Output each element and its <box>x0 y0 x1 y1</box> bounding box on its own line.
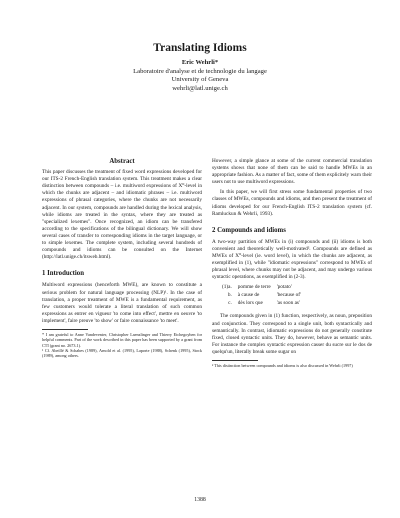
section-2-paragraph-1: A two-way partition of MWEs in (i) compounds and (ii) idioms is both convenient and theoretically well-motivated². Compounds are defined as MWEs of X⁰-level (ie. word level), in which the chunks are adjacent, as exemplified in (1), while "idiomatic expressions" correspond to MWEs of phrasal level, where chunks may not be adjacent, and may undergo various syntactic operations, as exemplified in (2-3). <box>212 238 372 281</box>
example-english: 'as soon as' <box>276 300 300 307</box>
author-affiliation: Laboratoire d'analyse et de technologie du langage <box>133 67 267 75</box>
example-label: c. <box>228 300 232 307</box>
left-column <box>42 158 202 358</box>
abstract-text: This paper discusses the treatment of fixed word expressions developed for our ITS-2 French-English translation system. This treatment makes a clear distinction between compounds – i.e. multiword expressions of X⁰-level in which the chunks are adjacent – and idiomatic phrases – i.e. multiword expressions of phrasal categories, where the chunks are not necessarily adjacent. In our system, compounds are handled during the lexical analysis, while idioms are treated in the syntax, where they are treated as "specialized lexemes". Once recognized, an idiom can be transfered according to the specifications of the bilingual dictionary. We will show several cases of transfer to corresponding idioms in the target language, or to simple lexemes. The complete system, including several hundreds of compounds and idioms can be consulted on the Internet (http://latl.unige.ch/itsweb.html). <box>42 169 202 261</box>
author-email: wehrli@latl.unige.ch <box>172 84 228 92</box>
example-label: (1)a. <box>222 284 232 291</box>
section-1-heading: 1 Introduction <box>42 270 84 278</box>
section-2-heading: 2 Compounds and idioms <box>212 226 286 234</box>
section-2-paragraph-2: The compounds given in (1) function, respectively, as noun, preposition and conjunction. They correspond to a single unit, both syntactically and semantically. In contrast, idiomatic expressions do not generally constitute fixed, closed syntactic units. They do, however, behave as semantic units. For instance the complex syntactic expression casser du sucre sur le dos de quelqu'un, literally break some sugar on <box>212 313 372 355</box>
example-row <box>222 292 307 300</box>
footnote-rule <box>212 360 258 361</box>
section-1-paragraph: Multiword expressions (henceforth MWE), are known to constitute a serious problem for natural language processing (NLP)¹. In the case of translation, a proper treatment of MWE is a fundamental requirement, as few customers would tolerate a literal translation of such common expressions as entrer en vigueur 'to come into effect', mettre en oeuvre 'to implement', faire preuve 'to show' or faire connaissance 'to meet'. <box>42 282 202 324</box>
intro-continued-paragraph: However, a simple glance at some of the current commercial translation systems shows that none of them can be said to handle MWEs in an appropriate fashion. As a matter of fact, some of them explicitely warn their users not to use multiword expressions. <box>212 158 372 186</box>
author-name: Eric Wehrli* <box>181 59 219 66</box>
example-table <box>222 284 307 308</box>
example-label: b. <box>227 292 232 299</box>
right-column <box>212 158 372 368</box>
intro-plan-paragraph: In this paper, we will first stress some fundamental properties of two classes of MWEs, compounds and idioms, and then present the treatment of idioms developed for our French-English ITS-2 translation system (cf. Ramluckun & Wehrli, 1993). <box>212 189 372 217</box>
example-row <box>222 300 307 308</box>
footnote-2: ² This distinction between compounds and idioms is also discussed in Wehrli (1997) <box>212 362 353 368</box>
example-french: à cause de <box>237 292 260 299</box>
example-english: 'because of' <box>276 292 301 299</box>
example-french: pomme de terre <box>237 284 271 291</box>
author-block <box>0 59 400 93</box>
footnote-acknowledgement: * I am grateful to Anne Vandeventer, Christopher Laenzlinger and Thierry Etchegoyhen for helpful comments. Part of the work described in this paper has been supported by a grant from CTI (grant no. 2673.1). <box>42 331 202 348</box>
author-university: University of Geneva <box>171 76 229 84</box>
paper-title: Translating Idioms <box>153 42 247 54</box>
example-english: 'potato' <box>276 284 292 291</box>
footnote-1: ¹ Cf. Abeillé & Schabes (1989), Arnold et al. (1995), Laporte (1988), Schenk (1995), Stock (1989), among others. <box>42 347 202 359</box>
page-number: 1388 <box>194 497 206 503</box>
example-french: dès lors que <box>237 300 263 307</box>
abstract-heading: Abstract <box>109 158 135 165</box>
footnote-rule <box>42 329 88 330</box>
